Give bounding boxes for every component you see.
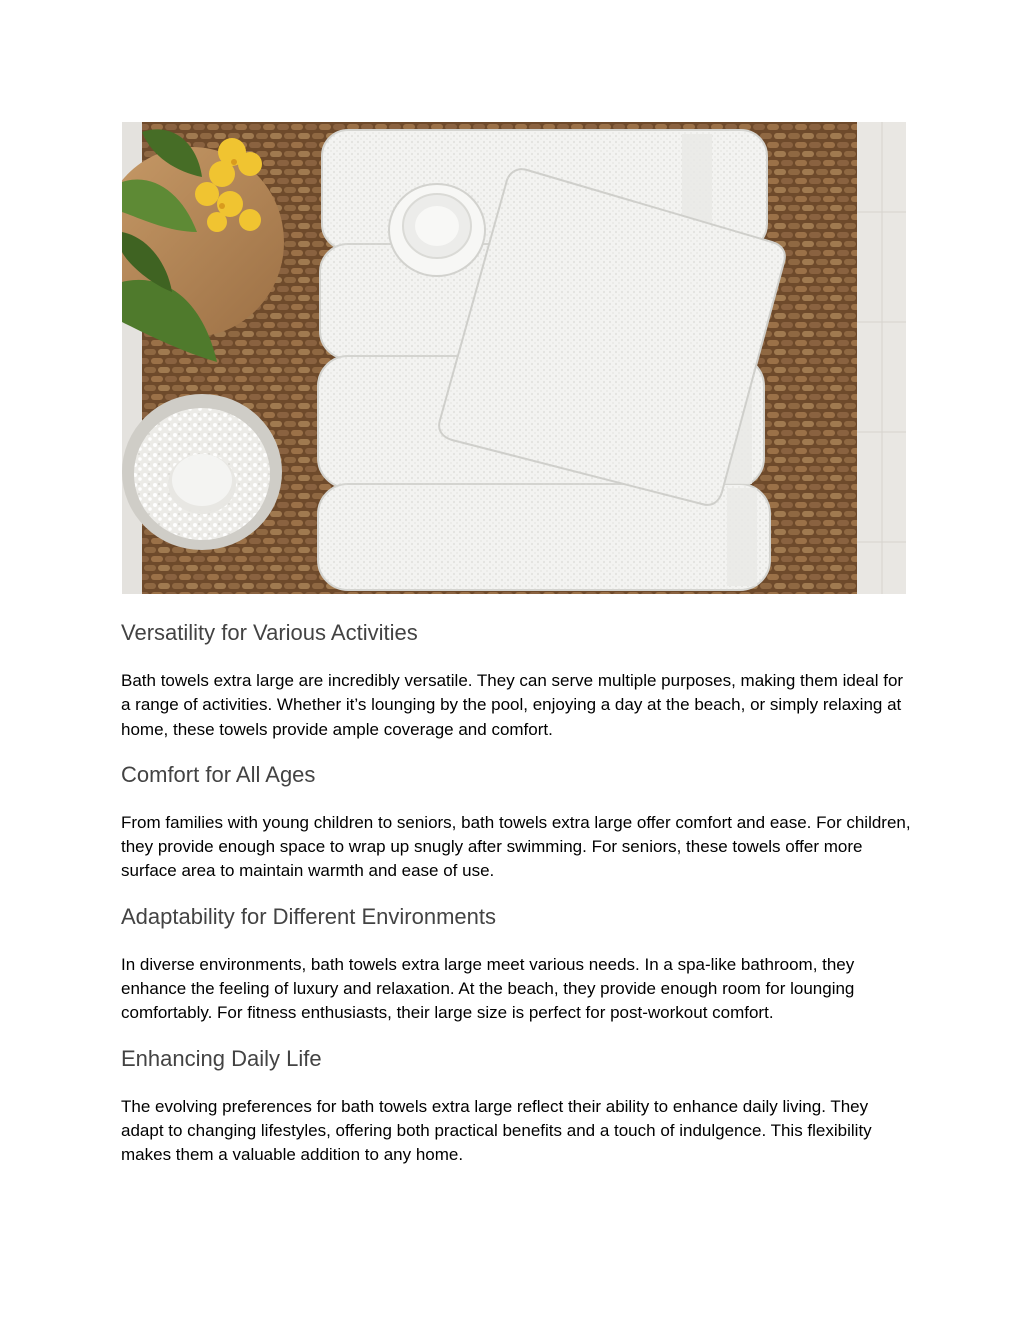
section-comfort bbox=[121, 760, 911, 884]
section-versatility bbox=[121, 618, 911, 742]
section-paragraph: In diverse environments, bath towels extra large meet various needs. In a spa-like bathroom, they enhance the feeling of luxury and relaxation. At the beach, they provide enough room for lounging comfortably. For fitness enthusiasts, their large size is perfect for post-workout comfort. bbox=[121, 954, 855, 1023]
article-content bbox=[121, 618, 911, 1168]
hero-towels-image bbox=[122, 122, 906, 594]
section-heading: Versatility for Various Activities bbox=[121, 620, 418, 645]
section-adaptability bbox=[121, 902, 911, 1026]
section-heading: Adaptability for Different Environments bbox=[121, 903, 496, 929]
section-paragraph: Bath towels extra large are incredibly versatile. They can serve multiple purposes, making them ideal for a range of activities. Whether it’s lounging by the pool, enjoying a day at the beach, or simply relaxing at home, these towels provide ample coverage and comfort. bbox=[121, 671, 904, 739]
section-paragraph: The evolving preferences for bath towels extra large reflect their ability to enhance daily living. They adapt to changing lifestyles, offering both practical benefits and a touch of indulgence. This flexibility makes them a valuable addition to any home. bbox=[121, 1096, 872, 1165]
section-heading: Comfort for All Ages bbox=[121, 761, 316, 787]
section-enhancing bbox=[121, 1044, 911, 1168]
section-paragraph: From families with young children to seniors, bath towels extra large offer comfort and ease. For children, they provide enough space to wrap up snugly after swimming. For seniors, these towels offer more surface area to maintain warmth and ease of use. bbox=[121, 812, 911, 881]
section-heading: Enhancing Daily Life bbox=[121, 1045, 322, 1071]
